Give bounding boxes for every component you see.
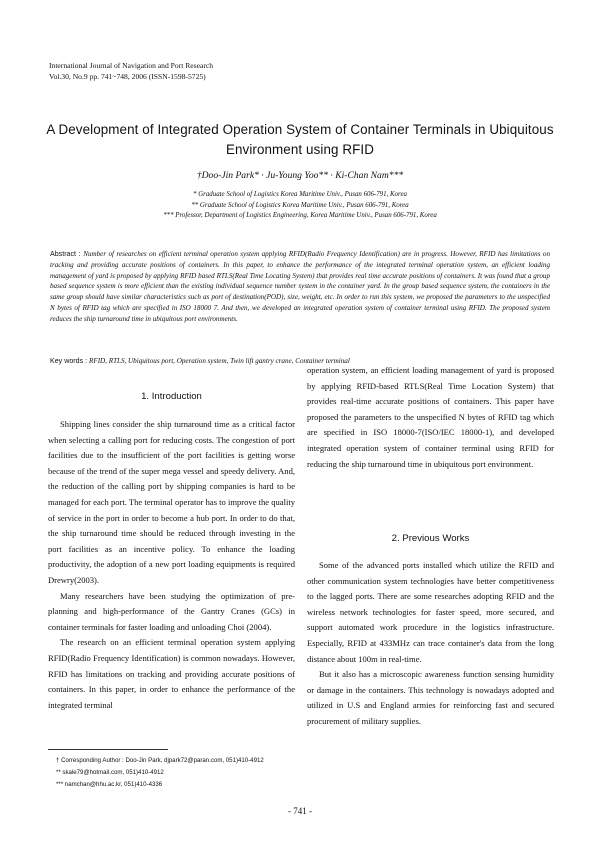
right-column-bottom <box>307 558 554 730</box>
footnote-1: † Corresponding Author : Doo-Jin Park, djpark72@paran.com, 051)410-4912 <box>56 757 264 764</box>
affiliations <box>0 190 600 222</box>
journal-header <box>49 61 213 82</box>
page-number: - 741 - <box>288 806 312 816</box>
left-column <box>48 417 295 713</box>
footnote-divider <box>48 749 168 750</box>
title-line-2: Environment using RFID <box>225 142 375 157</box>
right-column-top <box>307 363 554 472</box>
intro-paragraph-1: Shipping lines consider the ship turnaround time as a critical factor when selecting a calling port for reducing costs. The congestion of port facilities due to the insufficient of the port facilities is getting worse because of the trend of the super mega vessel and speedy delivery. And, the reduction of the calling port by shipping companies is hard to be managed for each port. The terminal operator has to improve the quality of service in the port in order to become a hub port. In order to do that, the ship turnaround time should be reduced through investing in the port facilities as an incentive policy. To enhance the loading productivity, the adoption of a new port loading equipments is required Drewry(2003). <box>48 419 295 585</box>
keywords-text: RFID, RTLS, Ubiquitous port, Operation system, Twin lift gantry crane, Container terminal <box>89 357 350 365</box>
abstract-text: Number of researches on efficient terminal operation system applying RFID(Radio Frequency Identification) are in progress. However, RFID has limitations on tracking and providing accurate positions of containers. In this paper, to enhance the performance of the integrated terminal operation system, an efficient loading management of yard is proposed by applying RFID based RTLS(Real Time Locating System) that provides real time accurate positions of containers. It was found that a group based sequence system is more efficient than the existing individual sequence number system in the container yard. In the group based sequence system, the containers in the same group should have similar characteristics such as port of destination(POD), size, weight, etc. In order to run this system, we proposed the parameters to the unspecified N bytes of RFID tag which are specified in ISO 18000 7. And then, we developed an integrated operation system of container terminal using RFID. The proposed system reduces the ship turnaround time in ubiquitous port environments. <box>50 250 551 323</box>
abstract <box>50 249 550 325</box>
affiliation-2: ** Graduate School of Logistics Korea Maritime Univ., Pusan 606-791, Korea <box>191 201 409 209</box>
previous-works-paragraph-2: But it also has a microscopic awareness function sensing humidity or damage in the containers. This technology is nowadays adopted and utilized in U.S and England armies for reinforcing fast and secured procurement of military supplies. <box>307 669 554 726</box>
affiliation-1: * Graduate School of Logistics Korea Maritime Univ., Pusan 606-791, Korea <box>193 191 407 198</box>
title-line-1: A Development of Integrated Operation System of Container Terminals in Ubiquitous <box>46 122 554 137</box>
intro-paragraph-3-continued: operation system, an efficient loading management of yard is proposed by applying RFID-based RTLS(Real Time Location System) that provides real-time accurate positions of containers. This paper have proposed the parameters to the unspecified N bytes of RFID tag which are specified in ISO 18000-7(ISO/IEC 18000-1), and developed integrated operation system of container terminal using RFID for reducing the ship turnaround time in ubiquitous port environment. <box>307 365 554 469</box>
affiliation-3: *** Professor, Department of Logistics Engineering, Korea Maritime Univ., Pusan 606-791, Korea <box>163 212 437 219</box>
footnote-2: ** skale79@hotmail.com, 051)410-4912 <box>56 769 164 776</box>
abstract-label: Abstract : <box>50 250 84 258</box>
authors: †Doo-Jin Park* · Ju-Young Yoo** · Ki-Chan Nam*** <box>196 170 404 181</box>
section-2-heading: 2. Previous Works <box>391 533 470 544</box>
intro-paragraph-3: The research on an efficient terminal operation system applying RFID(Radio Frequency Identification) is common nowadays. However, RFID has limitations on tracking and providing accurate positions of containers. In this paper, in order to enhance the performance of the integrated terminal <box>48 637 295 710</box>
journal-info: Vol.30, No.9 pp. 741~748, 2006 (ISSN-1598-5725) <box>49 71 206 81</box>
paper-title <box>20 120 580 160</box>
journal-name: International Journal of Navigation and Port Research <box>49 61 214 70</box>
footnotes <box>56 755 264 791</box>
footnote-3: *** namchan@hhu.ac.kr, 051)410-4336 <box>56 781 163 788</box>
intro-paragraph-2: Many researchers have been studying the optimization of pre-planning and high-performance of the Gantry Cranes (GCs) in container terminals for faster loading and unloading Choi (2004). <box>48 590 295 632</box>
keywords-label: Key words : <box>50 357 90 365</box>
section-1-heading: 1. Introduction <box>141 391 202 402</box>
previous-works-paragraph-1: Some of the advanced ports installed which utilize the RFID and other communication system technologies have better competitiveness to the lagged ports. There are some researches adopting RFID and the wireless network technologies for faster speed, more secured, and support automated work procedure in the logistics infrastructure. Especially, RFID at 433MHz can trace container's data from the long distance about 100m in real-time. <box>307 560 554 664</box>
